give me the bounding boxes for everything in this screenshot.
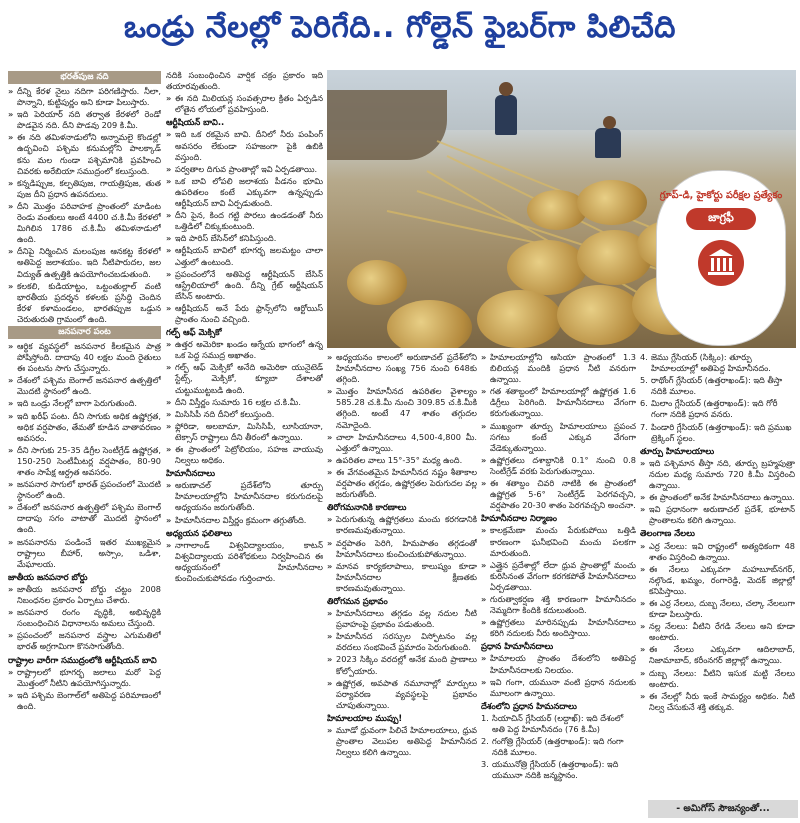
- subheading: హిమానీనదాలు: [166, 468, 215, 479]
- numbered-list: [481, 713, 636, 782]
- jute-bundle: [347, 260, 407, 305]
- bullet-list: [327, 725, 477, 758]
- column-4: [481, 352, 636, 815]
- bullet-item: » కాలక్రమేణా మంచు పేరుకుపోయి ఒత్తిడి కారణంగా ఘనీభవించి మంచు పలకగా మారుతుంది.: [481, 525, 636, 558]
- bullet-item: » హిమానీనద సరస్సుల విస్ఫోటనం వల్ల వరదలు సంభవించే ప్రమాదం పెరుగుతుంది.: [327, 631, 477, 653]
- bullet-item: » నల్ల నేలలు: వీటిని రేగడి నేలలు అని కూడా అంటారు.: [640, 621, 795, 643]
- item-text: పిండారి గ్లేసియర్ (ఉత్తరాఖండ్): ఇది ప్రముఖ ట్రెక్కింగ్ స్థలం.: [651, 421, 792, 443]
- bullet-item: » కలకలి, కుడియాట్టం, ఒట్టంతుల్లాల్ వంటి భారతీయ ప్రదర్శన కళలకు ప్రసిద్ధి చెందిన కేరళ కళామండలం, భారతప్పుజ ఒడ్డున చెరుతురుతి గ్రామంలో ఉంది.: [8, 281, 161, 325]
- bullet-list: [640, 541, 795, 713]
- bullet-item: » ఉపరితల వాలు 15°-35° మధ్య ఉంది.: [327, 455, 477, 466]
- bullet-item: » దీన్ని కేరళ నైలు నదిగా పరిగణిస్తారు. నీలా, పొన్నాని, కుట్టిపుర్ణం అని కూడా పిలుస్తారు.: [8, 86, 161, 108]
- item-number: 5.: [640, 375, 648, 386]
- bullet-item: » ఇవి ప్రధానంగా అరుణాచల్ ప్రదేశ్, భూటాన్ ప్రాంతాలను కలిగి ఉన్నాయి.: [640, 504, 795, 526]
- worker-figure: [495, 95, 517, 135]
- bullet-item: » గత శతాబ్దంలో హిమాలయాల్లో ఉష్ణోగ్రత 1.6 డిగ్రీలు పెరిగింది. హిమానీనదాలు వేగంగా కరుగుతున్నాయి.: [481, 386, 636, 419]
- bullet-item: » నాగాలాండ్ విశ్వవిద్యాలయం, కాటన్ విశ్వవిద్యాలయ పరిశోధకులు నిర్వహించిన ఈ అధ్యయనంలో హిమానీనదాల కుంచించుకుపోవడం గుర్తించారు.: [166, 540, 323, 584]
- numbered-item: [481, 713, 636, 735]
- bullet-item: » జనపనార సాగులో భారత్ ప్రపంచంలో మొదటి స్థానంలో ఉంది.: [8, 479, 161, 501]
- bullet-item: » ఈ నేలలు ఎక్కువగా ఆదిలాబాద్, నిజామాబాద్, కరీంనగర్ జిల్లాల్లో ఉన్నాయి.: [640, 644, 795, 666]
- bullet-item: » మిసిసిపీ నది దీనిలో కలుస్తుంది.: [166, 409, 323, 420]
- subject-pill: జాగ్రఫీ: [686, 208, 756, 230]
- subheading: జాతీయ జనపనార బోర్డు: [8, 571, 88, 582]
- bullet-list: [8, 341, 161, 570]
- item-text: గంగోత్రి గ్లేసియర్ (ఉత్తరాఖండ్): ఇది గంగా నదికి మూలం.: [492, 736, 624, 758]
- bullet-item: » హిమానీనదాలు తగ్గడం వల్ల నదుల నీటి ప్రవాహంపై ప్రభావం పడుతుంది.: [327, 608, 477, 630]
- bullet-item: » దేశంలో పశ్చిమ బెంగాల్ జనపనార ఉత్పత్తిలో మొదటి స్థానంలో ఉంది.: [8, 375, 161, 397]
- bullet-item: » ఉష్ణోగ్రతలు దశాబ్దానికి 0.1° నుంచి 0.8 సెంటీగ్రేడ్ వరకు పెరుగుతున్నాయి.: [481, 455, 636, 477]
- bullet-list: [481, 653, 636, 698]
- bullet-list: [166, 540, 323, 584]
- photo-boat: [327, 90, 447, 160]
- bullet-item: » ఎర్ర నేలలు: ఇవి రాష్ట్రంలో అత్యధికంగా 48 శాతం విస్తరించి ఉన్నాయి.: [640, 541, 795, 563]
- bullet-item: » రాష్ట్రాలలో భూగర్భ జలాలు మరో పెద్ద మొత్తంలో నీటిని ఉపయోగిస్తున్నారు.: [8, 667, 161, 689]
- bullet-item: » దేశంలో జనపనార ఉత్పత్తిలో పశ్చిమ బెంగాల్ దాదాపు సగం వాటాతో మొదటి స్థానంలో ఉంది.: [8, 502, 161, 535]
- bullet-list: [8, 584, 161, 653]
- bullet-item: » హిమాలయ ప్రాంతం దేశంలోని అతిపెద్ద హిమానీనదాలకు నిలయం.: [481, 653, 636, 675]
- bullet-item: » మొత్తం హిమానీనద ఉపరితల వైశాల్యం 585.28 చ.కి.మీ నుంచి 309.85 చ.కి.మీకి తగ్గింది. అంటే 47 శాతం తగ్గుదల నమోదైంది.: [327, 386, 477, 430]
- bullet-item: » ఇది పెరియార్ నది తర్వాత కేరళలో రెండో పొడవైన నది. దీని పొడవు 209 కి.మీ.: [8, 109, 161, 131]
- item-number: 1.: [481, 712, 489, 723]
- bullet-item: » వర్షపాతం పెరిగి, హిమపాతం తగ్గడంతో హిమానీనదాలు కుంచించుకుపోతున్నాయి.: [327, 538, 477, 560]
- bullet-item: » ఒక బావి లోపలి జలాశయ పీడనం భూమి ఉపరితలం కంటే ఎక్కువగా ఉన్నప్పుడు ఆర్టీషియన్ బావి ఏర్పడుతుంది.: [166, 176, 323, 209]
- jute-bundle: [387, 300, 472, 348]
- bullet-list: [327, 514, 477, 594]
- bullet-item: » గల్ఫ్ ఆఫ్ మెక్సికో అనేది అమెరికా యునైటెడ్ స్టేట్స్, మెక్సికో, క్యూబా దేశాలతో చుట్టుముట్టబడి ఉంది.: [166, 362, 323, 395]
- bullet-item: » జనపనారను పండించే ఇతర ముఖ్యమైన రాష్ట్రాలు బీహార్, అస్సాం, ఒడిశా, మేఘాలయ.: [8, 537, 161, 570]
- numbered-item: [481, 736, 636, 758]
- bullet-item: » కన్నడిప్పుజ, కల్పతిపుజ, గాయత్రిపుజ, తుత పుజ దీని ప్రధాన ఉపనదులు.: [8, 178, 161, 200]
- bullet-item: » ఉష్ణోగ్రతలు మారినప్పుడు హిమానీనదాలు కరిగి నదులకు నీరు అందిస్తాయి.: [481, 617, 636, 639]
- page-headline: ఒండ్రు నేలల్లో పెరిగేది.. గోల్డెన్ ఫైబర్‌గా పిలిచేది: [124, 10, 676, 45]
- bullet-item: » ఉత్తర అమెరికా ఖండం ఆగ్నేయ భాగంలో ఉన్న ఒక పెద్ద సముద్ర అఖాతం.: [166, 339, 323, 361]
- item-text: రాథోంగ్ గ్లేసియర్ (ఉత్తరాఖండ్): ఇది తీస్తా నదికి మూలం.: [651, 375, 783, 397]
- item-text: మిలాం గ్లేసియర్ (ఉత్తరాఖండ్): ఇది గోరీ గంగా నదికి ప్రధాన వనరు.: [651, 398, 778, 420]
- bullet-item: » పర్వతాల దిగువ ప్రాంతాల్లో ఇవి ఏర్పడతాయి.: [166, 164, 323, 175]
- bullet-item: » పెరుగుతున్న ఉష్ణోగ్రతలు మంచు కరగడానికి కారణమవుతున్నాయి.: [327, 514, 477, 536]
- column-3: [327, 352, 477, 815]
- subheading: హిమాలయాల ముప్పు!: [327, 712, 403, 723]
- column-5: [640, 352, 795, 815]
- bullet-list: [640, 458, 795, 527]
- numbered-item: [481, 759, 636, 781]
- bullet-item: » ఈ ప్రాంతంలో అనేక హిమానీనదాలు ఉన్నాయి.: [640, 492, 795, 503]
- worker-figure: [595, 128, 621, 158]
- bullet-list: [327, 608, 477, 711]
- item-text: యమునోత్రి గ్లేసియర్ (ఉత్తరాఖండ్): ఇది యమునా నదికి జన్మస్థానం.: [492, 759, 619, 781]
- bullet-item: » హిమానీనదాల విస్తీర్ణం క్రమంగా తగ్గుతోంది.: [166, 515, 323, 526]
- bullet-item: » ఆర్టీషియన్ బావిలో భూగర్భ జలమట్టం చాలా ఎత్తులో ఉంటుంది.: [166, 245, 323, 267]
- bullet-item: » ప్రపంచంలో జనపనార వస్త్రాల ఎగుమతిలో భారత్ అగ్రగామిగా కొనసాగుతోంది.: [8, 630, 161, 652]
- bullet-item: » ముఖ్యంగా తూర్పు హిమాలయాలు ప్రపంచ సగటు కంటే ఎక్కువ వేగంగా వేడెక్కుతున్నాయి.: [481, 421, 636, 454]
- bullet-item: » ప్రపంచంలోనే అతిపెద్ద ఆర్టీషియన్ బేసిన్ ఆస్ట్రేలియాలో ఉంది. దీన్ని గ్రేట్ ఆర్టీషియన్ బేసిన్ అంటారు.: [166, 269, 323, 302]
- parliament-icon: [698, 240, 744, 286]
- item-number: 6.: [640, 398, 648, 409]
- item-number: 7.: [640, 421, 648, 432]
- subheading: తెలంగాణ నేలలు: [640, 528, 695, 539]
- column-2: [166, 70, 323, 815]
- subheading: గల్ఫ్ ఆఫ్ మెక్సికో: [166, 327, 222, 338]
- bullet-item: » దీని పైన, కింద గట్టి పొరలు ఉండడంతో నీరు ఒత్తిడిలో చిక్కుకుంటుంది.: [166, 210, 323, 232]
- bullet-item: » ఇది ఒండ్రు నేలల్లో బాగా పెరుగుతుంది.: [8, 398, 161, 409]
- numbered-list: [640, 352, 795, 444]
- bullet-item: » ఈ ప్రాంతంలో పెట్రోలియం, సహజ వాయువు నిల్వలు అధికం.: [166, 444, 323, 466]
- bullet-item: » అధ్యయనం కాలంలో అరుణాచల్ ప్రదేశ్‌లోని హిమానీనదాల సంఖ్య 756 నుంచి 648కు తగ్గింది.: [327, 352, 477, 385]
- bullet-item: » ఈ శతాబ్దం చివరి నాటికి ఈ ప్రాంతంలో ఉష్ణోగ్రత 5-6° సెంటీగ్రేడ్ పెరగవచ్చని, వర్షపాతం 20-30 శాతం పెరగవచ్చని అంచనా.: [481, 478, 636, 511]
- jute-bundle: [557, 285, 642, 345]
- bullet-item: » ఇవి గంగా, యమునా వంటి ప్రధాన నదులకు మూలంగా ఉన్నాయి.: [481, 677, 636, 699]
- bullet-item: » ఈ వేగవంతమైన హిమానీనద నష్టం శీతాకాల వర్షపాతం తగ్గడం, ఉష్ణోగ్రతల పెరుగుదల వల్ల జరుగుతోంది.: [327, 467, 477, 500]
- bullet-item: » దుబ్బ నేలలు: వీటిని ఇసుక మట్టి నేలలు అంటారు.: [640, 668, 795, 690]
- subheading: ప్రధాన హిమానీనదాలు: [481, 641, 554, 652]
- section-label: భరత్‌పుజ నది: [8, 71, 161, 84]
- jute-bundle: [577, 180, 647, 225]
- item-text: సియాచిన్ గ్లేసియర్ (లద్దాఖ్): ఇది దేశంలో అతి పెద్ద హిమానీనదం (76 కి.మీ): [492, 712, 624, 734]
- numbered-item: [640, 398, 795, 420]
- numbered-item: [640, 422, 795, 444]
- column-1: [8, 70, 161, 815]
- bullet-item: » దీని విస్తీర్ణం సుమారు 16 లక్షల చ.కి.మీ.: [166, 397, 323, 408]
- bullet-list: [166, 129, 323, 325]
- subheading: ఆర్టీషియన్ బావి..: [166, 117, 225, 128]
- bullet-item: » మానవ కార్యకలాపాలు, కాలుష్యం కూడా హిమానీనదాల క్షీణతకు కారణమవుతున్నాయి.: [327, 561, 477, 594]
- bullet-item: » జనపనార రంగం వృద్ధికి, అభివృద్ధికి సంబంధించిన విధానాలను అమలు చేస్తుంది.: [8, 607, 161, 629]
- badge-title: గ్రూప్-డి, హైకోర్టు పరీక్షల ప్రత్యేకం: [659, 190, 783, 201]
- bullet-list: [166, 480, 323, 525]
- jute-bundle: [507, 240, 587, 295]
- bullet-item: » హిమాలయాల్లోని ఆసియా ప్రాంతంలో 1.3 బిలియన్ల మందికి ప్రధాన నీటి వనరుగా ఉన్నాయి.: [481, 352, 636, 385]
- subheading: అధ్యయన ఫలితాలు: [166, 527, 233, 538]
- bullet-item: » 2023 సిక్కిం వరదల్లో అనేక మంది ప్రాణాలు కోల్పోయారు.: [327, 654, 477, 676]
- bullet-item: » చాలా హిమానీనదాలు 4,500-4,800 మీ. ఎత్తులో ఉన్నాయి.: [327, 432, 477, 454]
- bullet-item: » దీనిపై నిర్మించిన మలంపుజ ఆనకట్ట కేరళలో అతిపెద్ద జలాశయం. ఇది నీటిపారుదల, జల విద్యుత్ ఉత్పత్తికి ఉపయోగించబడుతుంది.: [8, 246, 161, 279]
- bullet-list: [166, 339, 323, 466]
- subheading: హిమానీనదాల నిర్మాణం: [481, 513, 558, 524]
- bullet-item: » ఇది ఒక రకమైన బావి. దీనిలో నీరు పంపింగ్ అవసరం లేకుండా సహజంగా పైకి ఉబికి వస్తుంది.: [166, 129, 323, 162]
- bullet-item: » మూడో ధ్రువంగా పిలిచే హిమాలయాలు, ధ్రువ ప్రాంతాల వెలుపల అతిపెద్ద హిమానీనద నిల్వలు కలిగి ఉన్నాయి.: [327, 725, 477, 758]
- item-text: జెము గ్లేసియర్ (సిక్కిం): తూర్పు హిమాలయాల్లో అతిపెద్ద హిమానీనదం.: [651, 352, 771, 374]
- bullet-item: » ఇది ఖరీఫ్ పంట. దీని సాగుకు అధిక ఉష్ణోగ్రత, అధిక వర్షపాతం, తేమతో కూడిన వాతావరణం అవసరం.: [8, 411, 161, 444]
- subheading: తిరోగమన ప్రభావం: [327, 595, 388, 606]
- bullet-list: [327, 352, 477, 500]
- bullet-item: » ఆర్టీషియన్ అనే పేరు ఫ్రాన్స్‌లోని ఆర్టోయిస్ ప్రాంతం నుంచి వచ్చింది.: [166, 303, 323, 325]
- item-number: 3.: [481, 759, 489, 770]
- subheading: తూర్పు హిమాలయాలు: [640, 445, 715, 456]
- bullet-item: » జాతీయ జనపనార బోర్డు చట్టం 2008 నిబంధనల ప్రకారం ఏర్పాటు చేశారు.: [8, 584, 161, 606]
- bullet-item: » ఈ ఎర్ర నేలలు, దుబ్బ నేలలు, చల్కా నేలలుగా కూడా పిలుస్తారు.: [640, 598, 795, 620]
- paragraph: నదికి సంబంధించిన వార్షిక చక్రం ప్రకారం ఇది తయారవుతుంది.: [166, 70, 323, 92]
- subheading: రాష్ట్రాల వారీగా సముద్రంలోకి ఆర్టీషియన్ బావి: [8, 654, 157, 665]
- bullet-item: » ఫ్లోరిడా, అలబామా, మిసిసిపీ, లూసియానా, టెక్సాస్ రాష్ట్రాలు దీని తీరంలో ఉన్నాయి.: [166, 421, 323, 443]
- bullet-item: » ఇది పశ్చిమ బెంగాల్‌లో అతిపెద్ద పరిమాణంలో ఉంది.: [8, 690, 161, 712]
- bullet-list: [481, 352, 636, 511]
- bullet-item: » ఈ నది తమిళనాడులోని అన్నామలై కొండల్లో ఉద్భవించి పశ్చిమ కనుమల్లోని పాలక్కాడ్ కను మల గుండా పశ్చిమానికి ప్రవహించి చివరకు అరేబియా సముద్రంలో కలుస్తుంది.: [8, 132, 161, 176]
- bullet-item: » ఉష్ణోగ్రత, అవపాత నమూనాల్లో మార్పులు పర్యావరణ వ్యవస్థలపై ప్రభావం చూపుతున్నాయి.: [327, 678, 477, 711]
- subheading: తిరోగమనానికి కారణాలు: [327, 502, 407, 513]
- numbered-item: [640, 352, 795, 374]
- bullet-item: » ఈ నది మిలియన్ల సంవత్సరాల క్రితం ఏర్పడిన లోతైన లోయలో ప్రవహిస్తుంది.: [166, 93, 323, 115]
- item-number: 4.: [640, 352, 648, 362]
- worker-head: [499, 82, 513, 96]
- bullet-item: » దీని సాగుకు 25-35 డిగ్రీల సెంటీగ్రేడ్ ఉష్ణోగ్రత, 150-250 సెంటీమీటర్ల వర్షపాతం, 80-90 శాతం సాపేక్ష ఆర్ద్రత అవసరం.: [8, 445, 161, 478]
- bullet-item: » గురుత్వాకర్షణ శక్తి కారణంగా హిమానీనదం నెమ్మదిగా కిందికి కదులుతుంది.: [481, 594, 636, 616]
- jute-bundle: [477, 290, 562, 348]
- item-number: 2.: [481, 736, 489, 747]
- section-label: జనపనార పంట: [8, 326, 161, 339]
- bullet-item: » ఈ నేలల్లో నీరు ఇంకే సామర్థ్యం అధికం. నీటి నిల్వ చేసుకునే శక్తి తక్కువ.: [640, 691, 795, 713]
- bullet-item: » ఎత్తైన ప్రదేశాల్లో లేదా ధ్రువ ప్రాంతాల్లో మంచు కురిసినంత వేగంగా కరగకపోతే హిమానీనదాలు ఏర్పడతాయి.: [481, 560, 636, 593]
- exam-badge: [656, 170, 786, 346]
- bullet-list: [166, 93, 323, 115]
- bullet-item: » ఇది పారిస్ బేసిన్‌లో కనిపిస్తుంది.: [166, 233, 323, 244]
- worker-head: [603, 116, 616, 129]
- bullet-item: » ఇది పశ్చిమాన తీస్తా నది, తూర్పు బ్రహ్మపుత్రా నదుల మధ్య సుమారు 720 కి.మీ విస్తరించి ఉన్నాయి.: [640, 458, 795, 491]
- bullet-item: » ఆర్థిక వ్యవస్థలో జనపనార కీలకమైన పాత్ర పోషిస్తోంది. దాదాపు 40 లక్షల మంది రైతులు ఈ పంటను సాగు చేస్తున్నారు.: [8, 341, 161, 374]
- bullet-item: » అరుణాచల్ ప్రదేశ్‌లోని తూర్పు హిమాలయాల్లోని హిమానీనదాల కరుగుదలపై అధ్యయనం జరుగుతోంది.: [166, 480, 323, 513]
- bullet-list: [8, 86, 161, 325]
- numbered-item: [640, 375, 795, 397]
- bullet-item: » ఈ నేలలు ఎక్కువగా మహబూబ్‌నగర్, నల్గొండ, ఖమ్మం, రంగారెడ్డి, మెదక్ జిల్లాల్లో కనిపిస్తాయి.: [640, 564, 795, 597]
- subheading: దేశంలోని ప్రధాన హిమనదాలు: [481, 700, 577, 711]
- bullet-list: [481, 525, 636, 639]
- credit-line: - అమిగోస్ సౌజన్యంతో...: [648, 800, 798, 818]
- bullet-list: [8, 667, 161, 712]
- bullet-item: » దీని మొత్తం పరివాహక ప్రాంతంలో మాడింట రెండు వంతులు అంటే 4400 చ.కి.మీ కేరళలో మిగిలిన 1786 చ.కి.మీ తమిళనాడులో ఉంది.: [8, 201, 161, 245]
